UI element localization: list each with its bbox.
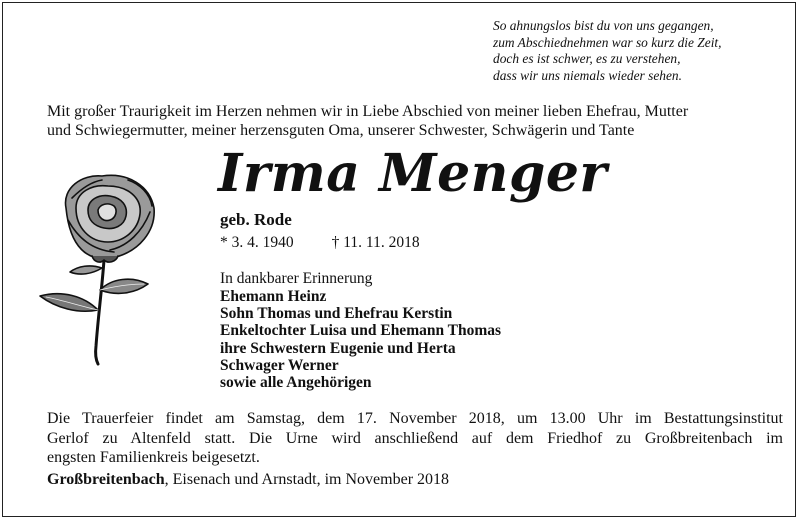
memorial-poem <box>493 18 783 84</box>
intro-line: und Schwiegermutter, meiner herzensguten Oma, unserer Schwester, Schwägerin und Tante <box>47 122 635 139</box>
life-dates <box>220 234 420 252</box>
intro-line: Mit großer Traurigkeit im Herzen nehmen wir in Liebe Abschied von meiner lieben Ehefrau, Mutter <box>47 103 689 120</box>
intro-text <box>47 102 767 140</box>
deceased-name: Irma Menger <box>218 143 608 204</box>
mourners-list <box>220 288 501 391</box>
place-rest: , Eisenach und Arnstadt, im November 2018 <box>164 471 450 488</box>
place-town: Großbreitenbach <box>47 471 165 488</box>
maiden-name: geb. Rode <box>220 210 292 229</box>
funeral-line: Die Trauerfeier findet am Samstag, dem 17. November 2018, um 13.00 Uhr im Bestattungsinstitut <box>47 410 783 427</box>
mourner-name: Enkeltochter Luisa und Ehemann Thomas <box>220 322 502 340</box>
mourner-name: ihre Schwestern Eugenie und Herta <box>220 339 456 357</box>
poem-line: zum Abschiednehmen war so kurz die Zeit, <box>493 34 722 50</box>
mourner-name: Ehemann Heinz <box>220 288 327 305</box>
mourner-name: sowie alle Angehörigen <box>220 374 372 392</box>
funeral-line: engsten Familienkreis beigesetzt. <box>47 449 260 466</box>
poem-line: dass wir uns niemals wieder sehen. <box>493 67 682 83</box>
birth-date: * 3. 4. 1940 <box>220 234 294 251</box>
mourner-name: Sohn Thomas und Ehefrau Kerstin <box>220 305 453 323</box>
poem-line: doch es ist schwer, es zu verstehen, <box>493 51 681 66</box>
mourner-name: Schwager Werner <box>220 356 339 374</box>
funeral-notice <box>47 409 783 468</box>
mourners-heading: In dankbarer Erinnerung <box>220 270 373 287</box>
place-and-date <box>47 471 449 489</box>
poem-line: So ahnungslos bist du von uns gegangen, <box>493 18 714 33</box>
death-date: † 11. 11. 2018 <box>331 234 420 251</box>
funeral-line: Gerlof zu Altenfeld statt. Die Urne wird anschließend auf dem Friedhof zu Großbreitenbach im <box>47 429 783 447</box>
rose-icon <box>32 168 172 368</box>
